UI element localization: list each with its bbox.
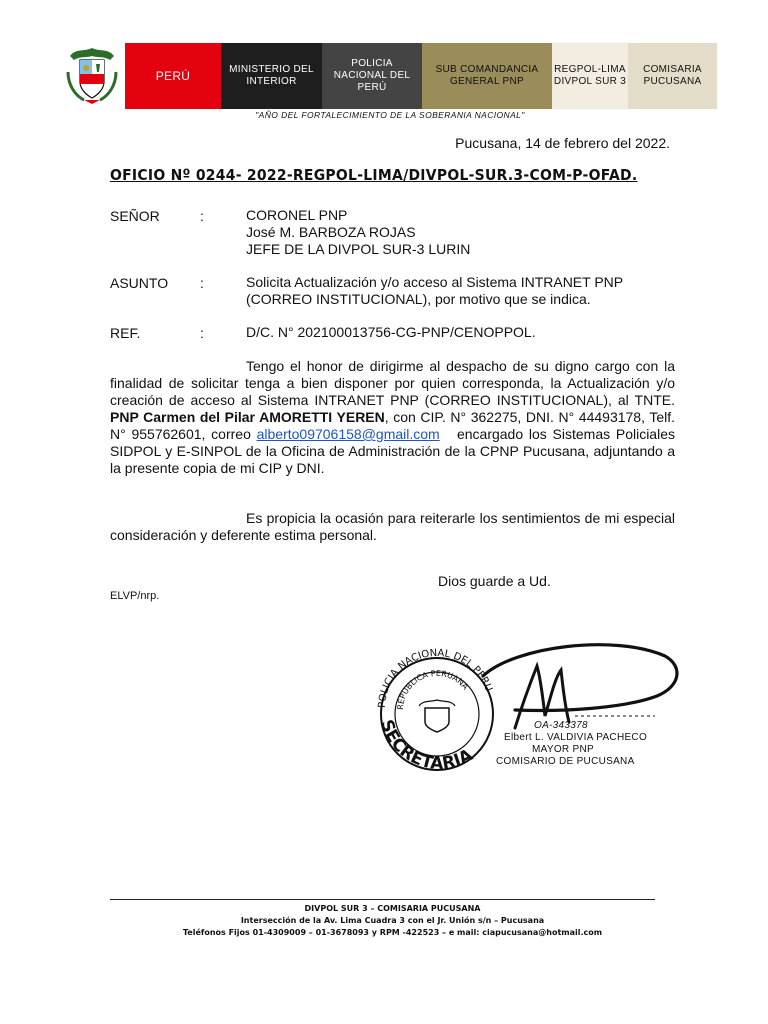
officer-code: OA-343378 [534, 720, 588, 731]
header-regpol: REGPOL-LIMA DIVPOL SUR 3 [552, 43, 628, 109]
signature-stamp [365, 636, 685, 776]
senor-colon: : [200, 208, 204, 224]
footer-divider [110, 899, 655, 900]
reference: D/C. N° 202100013756-CG-PNP/CENOPPOL. [246, 324, 536, 340]
addressee-rank: CORONEL PNP [246, 207, 348, 223]
stamp-emblem-icon [419, 700, 455, 732]
header-peru: PERÚ [125, 43, 221, 109]
body-paragraph-2: Es propicia la ocasión para reiterarle los sentimientos de mi especial consideración y deferente estima personal. [110, 510, 675, 543]
asunto-label: ASUNTO [110, 275, 169, 291]
header-ministerio-interior: MINISTERIO DEL INTERIOR [221, 43, 322, 109]
addressee [246, 207, 470, 258]
footer-address: Intersección de la Av. Lima Cuadra 3 con el Jr. Unión s/n – Pucusana [240, 916, 545, 925]
secretaria-stamp-text: SECRETARIA [375, 717, 477, 775]
signatory-name: Elbert L. VALDIVIA PACHECO [504, 732, 648, 743]
addressee-name: José M. BARBOZA ROJAS [246, 224, 416, 240]
year-motto: "AÑO DEL FORTALECIMIENTO DE LA SOBERANIA NACIONAL" [255, 110, 525, 120]
ref-colon: : [200, 325, 204, 341]
footer-contact: Teléfonos Fijos 01-4309009 – 01-3678093 y RPM -422523 – e mail: ciapucusana@hotmail.com [182, 928, 603, 937]
header-comisaria: COMISARIA PUCUSANA [628, 43, 717, 109]
footer-unit: DIVPOL SUR 3 – COMISARIA PUCUSANA [304, 904, 481, 913]
subject-line-2: (CORREO INSTITUCIONAL), por motivo que se indica. [246, 291, 591, 307]
email-link[interactable]: alberto09706158@gmail.com [256, 426, 440, 442]
ref-label: REF. [110, 325, 141, 341]
signatory-rank: MAYOR PNP [532, 744, 594, 755]
stamp-ring-text: POLICIA NACIONAL DEL PERU [376, 647, 495, 709]
officer-name: PNP Carmen del Pilar AMORETTI YEREN [110, 409, 385, 425]
document-number: OFICIO Nº 0244- 2022-REGPOL-LIMA/DIVPOL-SUR.3-COM-P-OFAD. [110, 166, 638, 184]
body-paragraph-1: Tengo el honor de dirigirme al despacho de su digno cargo con la finalidad de solicitar tenga a bien disponer por quien corresponda, la Actualización y/o creación de acceso al Sistema INTRANET PNP (CORREO INSTITUCIONAL), al TNTE. PNP Carmen del Pilar AMORETTI YEREN, con CIP. N° 362275, DNI. N° 44493178, Telf. N° 955762601, correo alberto09706158@gmail.com encargado los Sistemas Policiales SIDPOL y E-SINPOL de la Oficina de Administración de la CPNP Pucusana, adjuntando a la presente copia de mi CIP y DNI. [110, 358, 675, 476]
asunto-colon: : [200, 275, 204, 291]
subject [246, 274, 623, 308]
subject-line-1: Solicita Actualización y/o acceso al Sistema INTRANET PNP [246, 274, 624, 290]
addressee-position: JEFE DE LA DIVPOL SUR-3 LURIN [246, 241, 471, 257]
header-sub-comandancia: SUB COMANDANCIA GENERAL PNP [422, 43, 552, 109]
initials: ELVP/nrp. [110, 590, 160, 602]
place-date: Pucusana, 14 de febrero del 2022. [455, 135, 670, 151]
header-policia-nacional: POLICIA NACIONAL DEL PERÚ [322, 43, 422, 109]
signatory-title: COMISARIO DE PUCUSANA [496, 756, 635, 767]
closing-phrase: Dios guarde a Ud. [438, 573, 551, 589]
senor-label: SEÑOR [110, 208, 160, 224]
stamp-inner-text: REPUBLICA PERUANA [395, 668, 471, 711]
national-crest-icon [62, 42, 122, 108]
